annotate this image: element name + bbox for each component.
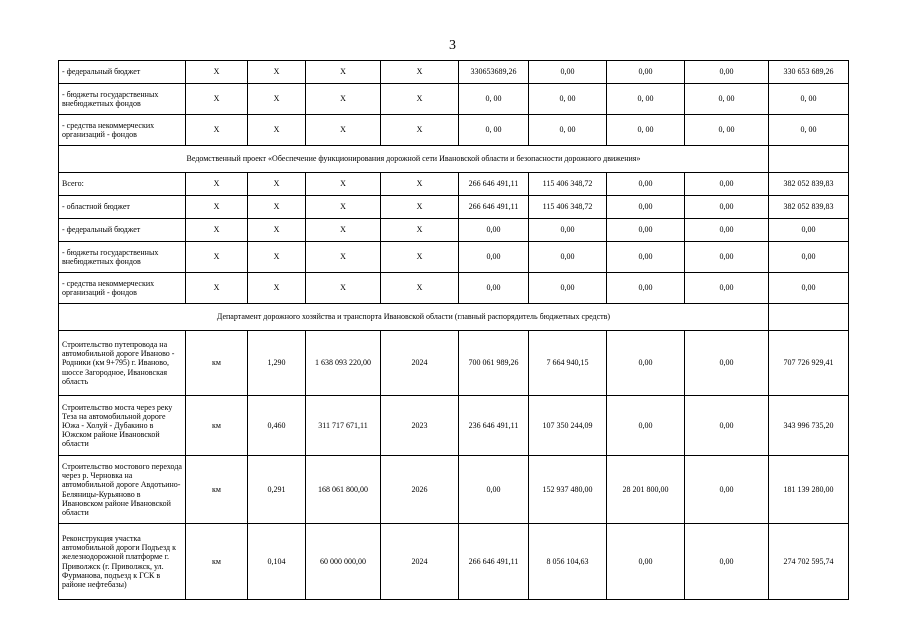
year-2024-cell: 236 646 491,11 (459, 396, 529, 456)
year-2027-cell: 0,00 (685, 242, 769, 273)
row-label: - средства некоммерческих организаций - фондов (59, 115, 186, 146)
section-total-cell (769, 304, 849, 331)
year-2027-cell: 0,00 (685, 219, 769, 242)
year-2025-cell: 0,00 (529, 61, 607, 84)
row-label: Строительство путепровода на автомобильной дороге Иваново - Родники (км 9+795) г. Иваново, шоссе Загородное, Ивановская область (59, 331, 186, 396)
year-2024-cell: 0, 00 (459, 84, 529, 115)
table-row (59, 242, 849, 273)
row-label: - федеральный бюджет (59, 61, 186, 84)
year-2025-cell: 0, 00 (529, 115, 607, 146)
year-2025-cell: 0,00 (529, 273, 607, 304)
row-label: - федеральный бюджет (59, 219, 186, 242)
unit-cell: X (186, 84, 248, 115)
budget-table (58, 60, 849, 600)
capacity-cell: X (248, 273, 306, 304)
year-2025-cell: 0, 00 (529, 84, 607, 115)
capacity-cell: X (248, 196, 306, 219)
completion-year-cell: 2023 (381, 396, 459, 456)
year-2026-cell: 0,00 (607, 242, 685, 273)
section-title: Ведомственный проект «Обеспечение функционирования дорожной сети Ивановской области и безопасности дорожного движения» (59, 146, 769, 173)
year-2027-cell: 0, 00 (685, 115, 769, 146)
completion-year-cell: 2024 (381, 331, 459, 396)
year-2025-cell: 7 664 940,15 (529, 331, 607, 396)
row-label: Строительство моста через реку Теза на автомобильной дороге Южа - Холуй - Дубакино в Южском районе Ивановской области (59, 396, 186, 456)
row-label: - областной бюджет (59, 196, 186, 219)
unit-cell: X (186, 61, 248, 84)
total-cell: 0,00 (769, 273, 849, 304)
total-cell: 330 653 689,26 (769, 61, 849, 84)
table-row (59, 273, 849, 304)
total-cell: 382 052 839,83 (769, 173, 849, 196)
total-cell: 382 052 839,83 (769, 196, 849, 219)
year-2027-cell: 0,00 (685, 524, 769, 600)
year-2026-cell: 0,00 (607, 396, 685, 456)
year-2026-cell: 0,00 (607, 61, 685, 84)
section-title: Департамент дорожного хозяйства и транспорта Ивановской области (главный распорядитель бюджетных средств) (59, 304, 769, 331)
row-label: Реконструкция участка автомобильной дороги Подъезд к железнодорожной платформе г. Приволжск (г. Приволжск, ул. Фурманова, подъезд к ГСК в районе нефтебазы) (59, 524, 186, 600)
completion-year-cell: X (381, 196, 459, 219)
unit-cell: X (186, 273, 248, 304)
table-row (59, 219, 849, 242)
unit-cell: X (186, 173, 248, 196)
year-2027-cell: 0,00 (685, 196, 769, 219)
year-2026-cell: 0, 00 (607, 115, 685, 146)
total-cell: 343 996 735,20 (769, 396, 849, 456)
total-cell: 707 726 929,41 (769, 331, 849, 396)
unit-cell: км (186, 456, 248, 524)
year-2027-cell: 0,00 (685, 456, 769, 524)
estimate-cost-cell: X (306, 61, 381, 84)
capacity-cell: X (248, 115, 306, 146)
year-2024-cell: 700 061 989,26 (459, 331, 529, 396)
total-cell: 0,00 (769, 219, 849, 242)
year-2024-cell: 266 646 491,11 (459, 173, 529, 196)
total-cell: 181 139 280,00 (769, 456, 849, 524)
table-row (59, 61, 849, 84)
row-label: - средства некоммерческих организаций - фондов (59, 273, 186, 304)
completion-year-cell: X (381, 61, 459, 84)
row-label: - бюджеты государственных внебюджетных фондов (59, 84, 186, 115)
estimate-cost-cell: 168 061 800,00 (306, 456, 381, 524)
year-2024-cell: 266 646 491,11 (459, 196, 529, 219)
table-body (59, 61, 849, 600)
year-2027-cell: 0,00 (685, 273, 769, 304)
year-2024-cell: 0,00 (459, 456, 529, 524)
year-2025-cell: 107 350 244,09 (529, 396, 607, 456)
capacity-cell: 0,460 (248, 396, 306, 456)
table-row (59, 524, 849, 600)
page-number: 3 (449, 38, 456, 53)
section-total-cell (769, 146, 849, 173)
estimate-cost-cell: 60 000 000,00 (306, 524, 381, 600)
estimate-cost-cell: X (306, 242, 381, 273)
year-2026-cell: 0,00 (607, 196, 685, 219)
year-2027-cell: 0,00 (685, 331, 769, 396)
year-2025-cell: 152 937 480,00 (529, 456, 607, 524)
year-2026-cell: 0,00 (607, 524, 685, 600)
unit-cell: км (186, 524, 248, 600)
year-2027-cell: 0, 00 (685, 84, 769, 115)
table-row (59, 396, 849, 456)
year-2025-cell: 0,00 (529, 242, 607, 273)
row-label: - бюджеты государственных внебюджетных фондов (59, 242, 186, 273)
year-2024-cell: 0,00 (459, 242, 529, 273)
capacity-cell: 0,291 (248, 456, 306, 524)
year-2024-cell: 0,00 (459, 273, 529, 304)
year-2025-cell: 0,00 (529, 219, 607, 242)
year-2025-cell: 115 406 348,72 (529, 196, 607, 219)
completion-year-cell: X (381, 219, 459, 242)
table-row (59, 456, 849, 524)
row-label: Строительство мостового перехода через р. Черновка на автомобильной дороге Авдотьино-Беляницы-Курьяново в Ивановском районе Ивановской области (59, 456, 186, 524)
year-2024-cell: 330653689,26 (459, 61, 529, 84)
table-row (59, 196, 849, 219)
year-2025-cell: 8 056 104,63 (529, 524, 607, 600)
unit-cell: км (186, 396, 248, 456)
capacity-cell: X (248, 242, 306, 273)
section-header-row (59, 304, 849, 331)
table-row (59, 173, 849, 196)
year-2027-cell: 0,00 (685, 396, 769, 456)
completion-year-cell: X (381, 173, 459, 196)
row-label: Всего: (59, 173, 186, 196)
estimate-cost-cell: X (306, 196, 381, 219)
table-row (59, 115, 849, 146)
year-2026-cell: 0, 00 (607, 84, 685, 115)
capacity-cell: X (248, 84, 306, 115)
year-2026-cell: 0,00 (607, 331, 685, 396)
estimate-cost-cell: X (306, 173, 381, 196)
table-row (59, 84, 849, 115)
total-cell: 0,00 (769, 242, 849, 273)
estimate-cost-cell: X (306, 84, 381, 115)
estimate-cost-cell: 1 638 093 220,00 (306, 331, 381, 396)
total-cell: 0, 00 (769, 84, 849, 115)
estimate-cost-cell: X (306, 273, 381, 304)
year-2026-cell: 0,00 (607, 273, 685, 304)
unit-cell: X (186, 219, 248, 242)
section-header-row (59, 146, 849, 173)
capacity-cell: X (248, 219, 306, 242)
year-2024-cell: 0, 00 (459, 115, 529, 146)
capacity-cell: 0,104 (248, 524, 306, 600)
year-2027-cell: 0,00 (685, 173, 769, 196)
estimate-cost-cell: X (306, 219, 381, 242)
completion-year-cell: 2024 (381, 524, 459, 600)
capacity-cell: 1,290 (248, 331, 306, 396)
year-2026-cell: 0,00 (607, 173, 685, 196)
completion-year-cell: X (381, 115, 459, 146)
year-2026-cell: 0,00 (607, 219, 685, 242)
year-2026-cell: 28 201 800,00 (607, 456, 685, 524)
capacity-cell: X (248, 61, 306, 84)
table-row (59, 331, 849, 396)
estimate-cost-cell: X (306, 115, 381, 146)
capacity-cell: X (248, 173, 306, 196)
unit-cell: км (186, 331, 248, 396)
estimate-cost-cell: 311 717 671,11 (306, 396, 381, 456)
total-cell: 274 702 595,74 (769, 524, 849, 600)
completion-year-cell: X (381, 273, 459, 304)
completion-year-cell: 2026 (381, 456, 459, 524)
unit-cell: X (186, 196, 248, 219)
year-2024-cell: 0,00 (459, 219, 529, 242)
year-2027-cell: 0,00 (685, 61, 769, 84)
unit-cell: X (186, 115, 248, 146)
year-2024-cell: 266 646 491,11 (459, 524, 529, 600)
year-2025-cell: 115 406 348,72 (529, 173, 607, 196)
completion-year-cell: X (381, 84, 459, 115)
unit-cell: X (186, 242, 248, 273)
completion-year-cell: X (381, 242, 459, 273)
total-cell: 0, 00 (769, 115, 849, 146)
